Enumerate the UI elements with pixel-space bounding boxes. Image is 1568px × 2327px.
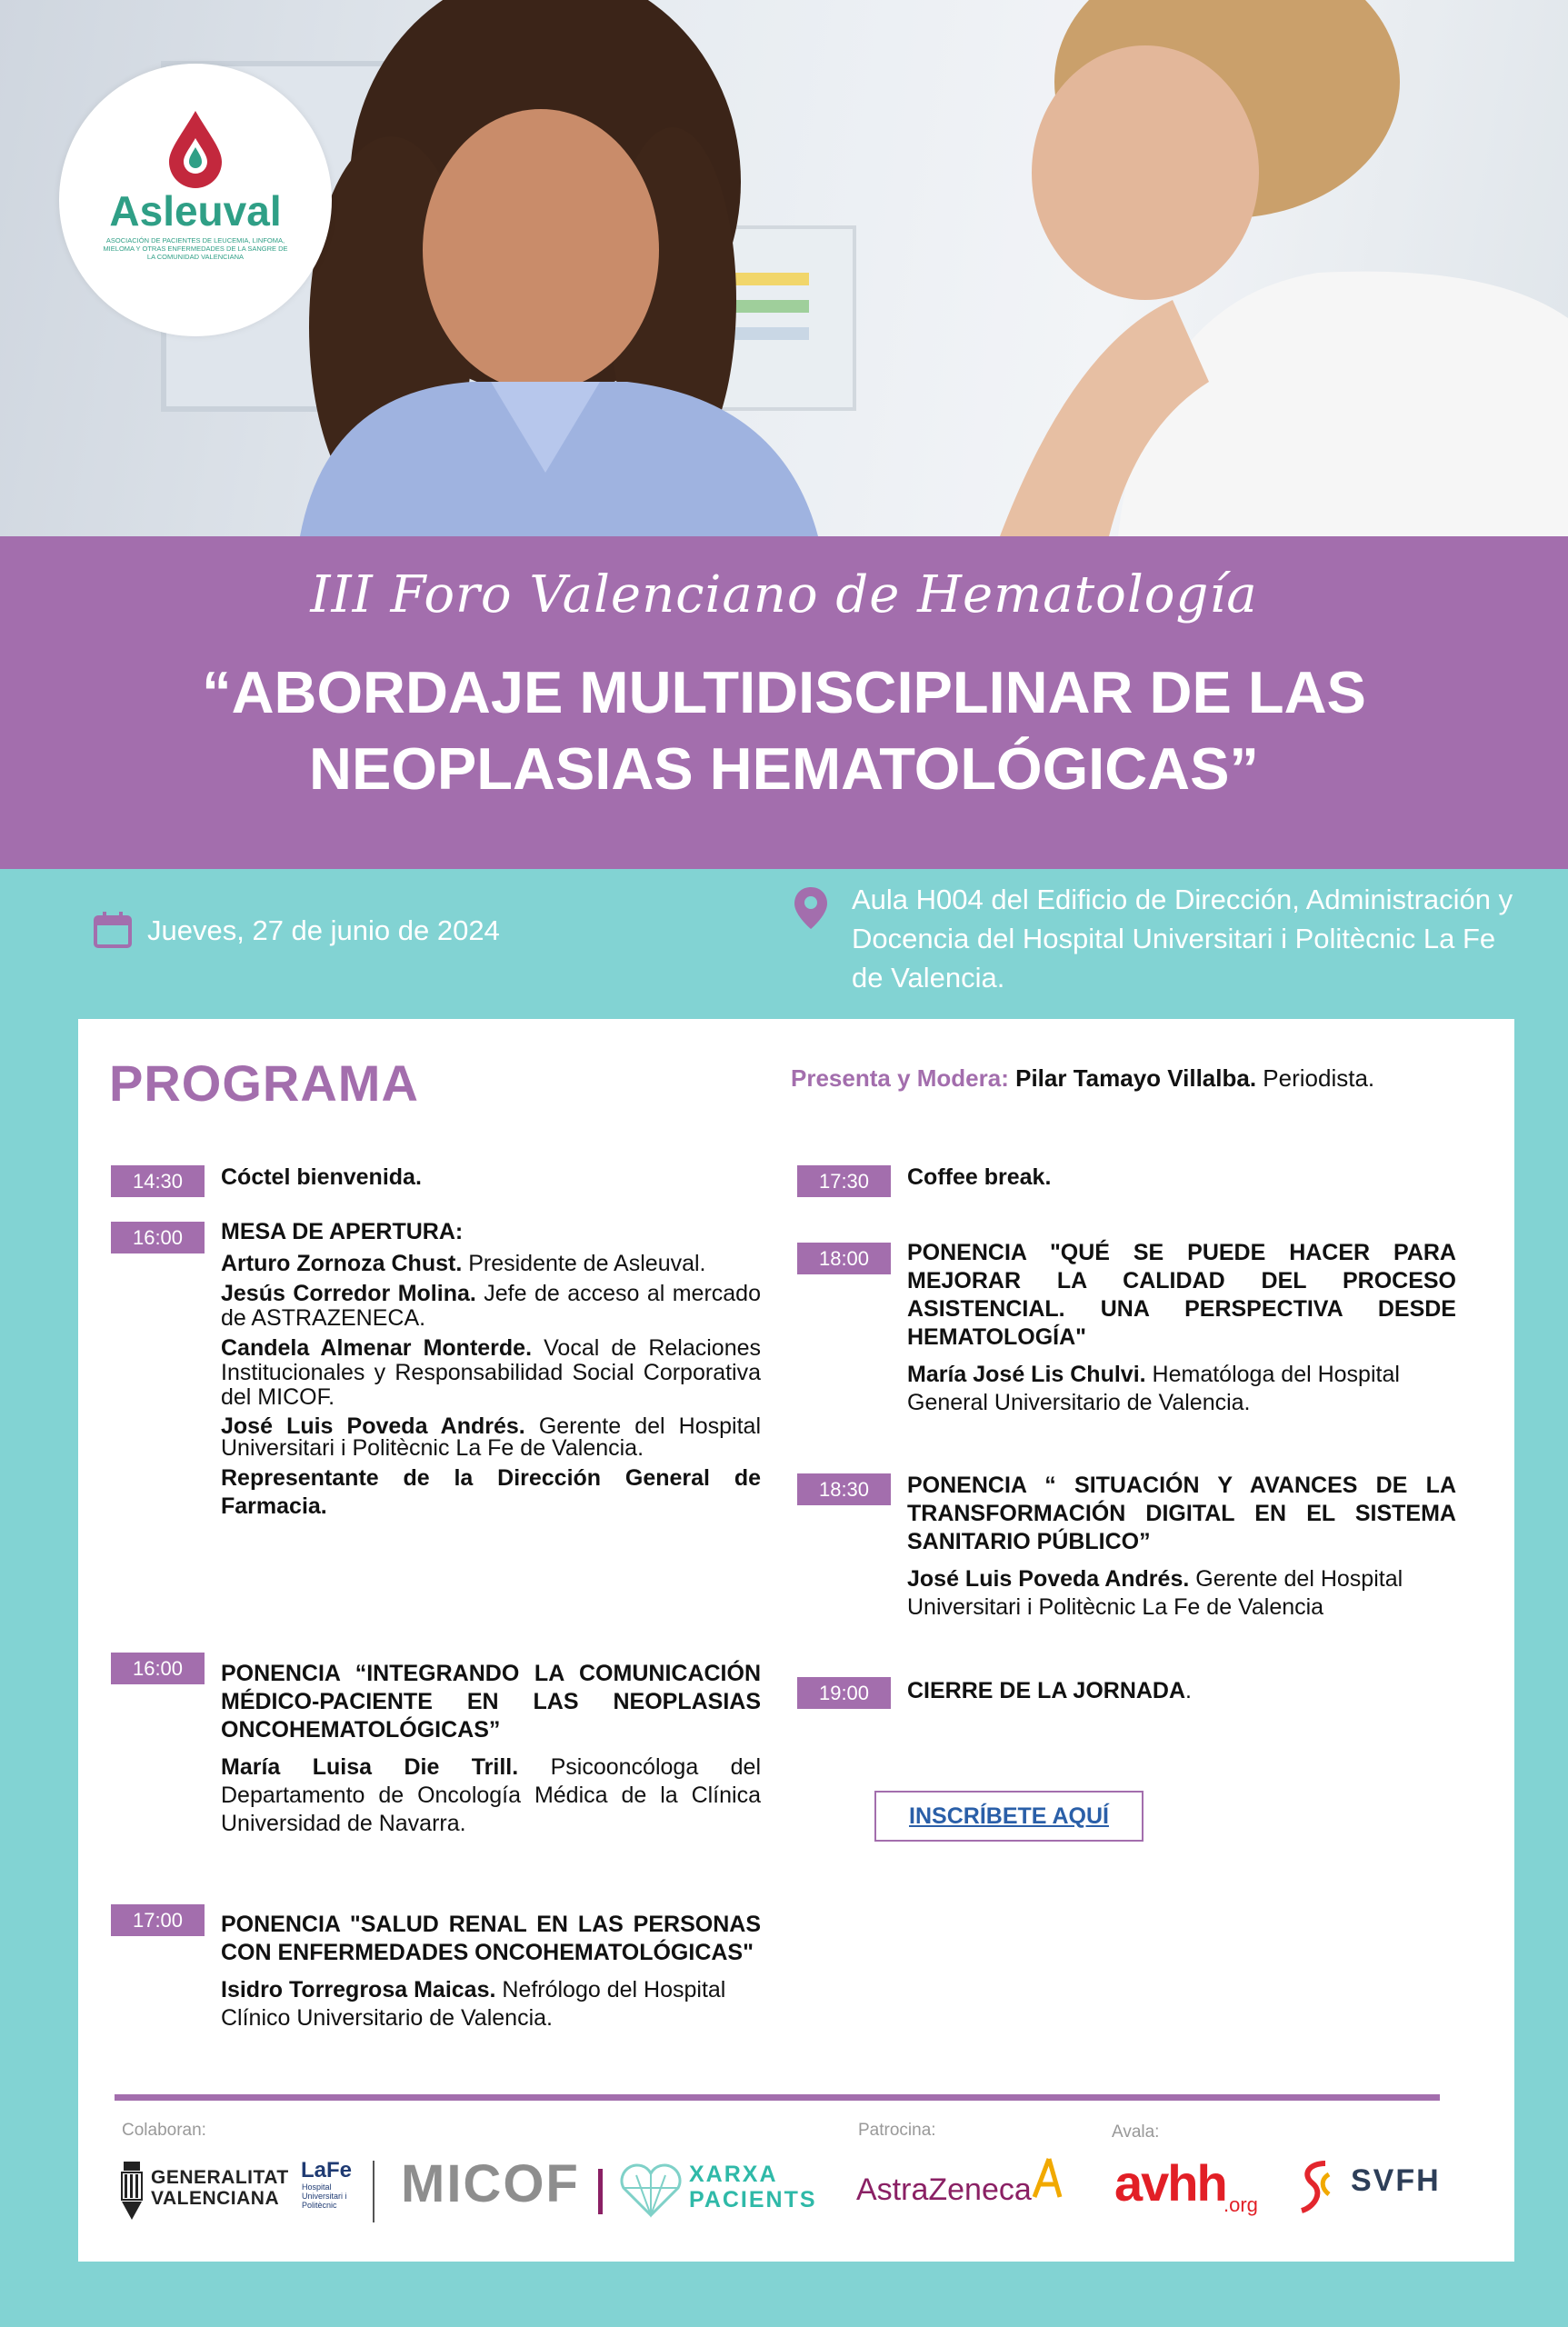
time-badge: 17:30: [797, 1165, 891, 1197]
astrazeneca-swirl-icon: [1029, 2155, 1065, 2206]
xarxa-heart-icon: [618, 2162, 684, 2219]
lafe-logo: LaFe: [301, 2158, 353, 2182]
speaker-role: Nefrólogo del Hospital Clínico Universitario de Valencia.: [221, 1977, 726, 2031]
agenda-item-title: Coffee break.: [907, 1164, 1052, 1190]
speaker-entry: [221, 1464, 761, 1521]
speaker-entry: [907, 1565, 1456, 1622]
speaker-role: Gerente del Hospital Universitari i Politècnic La Fe de Valencia: [907, 1566, 1403, 1620]
speaker-name: Arturo Zornoza Chust.: [221, 1251, 463, 1276]
endorse-label: Avala:: [1112, 2122, 1160, 2142]
program-panel: [78, 1019, 1514, 2262]
agenda-item-title: PONENCIA "QUÉ SE PUEDE HACER PARA MEJORAR LA CALIDAD DEL PROCESO ASISTENCIAL. UNA PERSPECTIVA DESDE HEMATOLOGÍA": [907, 1240, 1456, 1350]
agenda-item-title: PONENCIA “INTEGRANDO LA COMUNICACIÓN MÉDICO-PACIENTE EN LAS NEOPLASIAS ONCOHEMATOLÓGICAS”: [221, 1661, 761, 1743]
forum-title: III Foro Valenciano de Hematología: [310, 565, 1258, 624]
speaker-role: Gerente del Hospital Universitari i Politècnic La Fe de Valencia.: [221, 1413, 761, 1461]
logo-separator: [373, 2161, 375, 2222]
hero-photo: [0, 0, 1568, 536]
agenda-item-title: CIERRE DE LA JORNADA.: [907, 1678, 1192, 1703]
speaker-entry: [221, 1415, 761, 1459]
avhh-logo-suffix: .org: [1223, 2193, 1258, 2216]
speaker-name: Isidro Torregrosa Maicas.: [221, 1977, 496, 2002]
gva-crest-icon: [118, 2160, 145, 2222]
speaker-entry: [221, 1976, 761, 2032]
speaker-entry: [221, 1282, 761, 1331]
blood-drop-icon: [164, 107, 227, 189]
xarxa-pacients-logo: XARXA PACIENTS: [689, 2162, 817, 2212]
calendar-icon: [93, 911, 133, 949]
agenda-item: [907, 1239, 1456, 1417]
program-title: PROGRAMA: [109, 1054, 419, 1112]
speaker-entry: [221, 1252, 761, 1276]
location-pin-icon: [793, 885, 829, 931]
micof-logo: MICOF: [401, 2154, 580, 2213]
event-venue: Aula H004 del Edificio de Dirección, Administración y Docencia del Hospital Universitari i Politècnic La Fe de Valencia.: [852, 884, 1513, 994]
speaker-name: José Luis Poveda Andrés.: [907, 1566, 1190, 1592]
register-button[interactable]: INSCRÍBETE AQUÍ: [874, 1791, 1144, 1842]
svfh-symbol-icon: [1293, 2158, 1340, 2218]
logo-separator: [598, 2169, 603, 2214]
asleuval-logo: [59, 64, 332, 336]
logo-subtitle: ASOCIACIÓN DE PACIENTES DE LEUCEMIA, LINFOMA, MIELOMA Y OTRAS ENFERMEDADES DE LA SANGRE DE LA COMUNIDAD VALENCIANA: [103, 236, 288, 261]
speaker-entry: [907, 1361, 1456, 1417]
speaker-entry: [221, 1753, 761, 1838]
agenda-item: [221, 1218, 761, 1521]
speaker-role: Psicooncóloga del Departamento de Oncología Médica de la Clínica Universidad de Navarra.: [221, 1754, 762, 1836]
time-badge: 18:00: [797, 1243, 891, 1274]
presenter-role: Periodista.: [1263, 1064, 1375, 1092]
speaker-name: Jesús Corredor Molina.: [221, 1281, 476, 1306]
footer-divider: [115, 2094, 1440, 2101]
time-badge: 16:00: [111, 1222, 205, 1253]
speaker-role: Hematóloga del Hospital General Universitario de Valencia.: [907, 1362, 1400, 1415]
event-date: Jueves, 27 de junio de 2024: [147, 914, 500, 946]
collaborators-label: Colaboran:: [122, 2121, 206, 2140]
lafe-logo-subtitle: Hospital Universitari i Politècnic: [302, 2182, 347, 2210]
agenda-item: [221, 1911, 761, 2032]
time-badge: 18:30: [797, 1473, 891, 1505]
speaker-role: Presidente de Asleuval.: [468, 1251, 706, 1276]
speaker-entry: [221, 1336, 761, 1410]
astrazeneca-logo: AstraZeneca: [856, 2172, 1032, 2207]
speaker-name: José Luis Poveda Andrés.: [221, 1413, 525, 1439]
speaker-name: María Luisa Die Trill.: [221, 1754, 519, 1780]
speaker-role: Jefe de acceso al mercado de ASTRAZENECA.: [221, 1281, 761, 1331]
sponsor-label: Patrocina:: [858, 2121, 936, 2140]
time-badge: 17:00: [111, 1904, 205, 1936]
main-title: “ABORDAJE MULTIDISCIPLINAR DE LAS NEOPLASIAS HEMATOLÓGICAS”: [202, 659, 1366, 802]
presenter-label: Presenta y Modera:: [791, 1064, 1009, 1092]
generalitat-logo: GENERALITAT VALENCIANA: [151, 2167, 289, 2209]
speaker-name: María José Lis Chulvi.: [907, 1362, 1146, 1387]
logo-name: Asleuval: [109, 187, 282, 235]
agenda-item: [907, 1472, 1456, 1622]
agenda-item-title: PONENCIA “ SITUACIÓN Y AVANCES DE LA TRANSFORMACIÓN DIGITAL EN EL SISTEMA SANITARIO PÚBLICO”: [907, 1473, 1456, 1554]
presenter-line: [791, 1064, 1374, 1093]
speaker-name: Candela Almenar Monterde.: [221, 1335, 533, 1361]
agenda-item: [221, 1660, 761, 1838]
speaker-role: Vocal de Relaciones Institucionales y Responsabilidad Social Corporativa del MICOF.: [221, 1335, 761, 1410]
time-badge: 16:00: [111, 1653, 205, 1684]
title-band: [0, 536, 1568, 869]
svfh-logo: SVFH: [1351, 2163, 1441, 2198]
agenda-item-title: Cóctel bienvenida.: [221, 1164, 422, 1190]
agenda-item-title: MESA DE APERTURA:: [221, 1219, 464, 1244]
time-badge: 19:00: [797, 1677, 891, 1709]
presenter-name: Pilar Tamayo Villalba.: [1015, 1064, 1257, 1092]
time-badge: 14:30: [111, 1165, 205, 1197]
speaker-name: Representante de la Dirección General de Farmacia.: [221, 1465, 761, 1519]
avhh-logo: avhh: [1114, 2154, 1226, 2212]
agenda-item-title: PONENCIA "SALUD RENAL EN LAS PERSONAS CON ENFERMEDADES ONCOHEMATOLÓGICAS": [221, 1912, 761, 1965]
